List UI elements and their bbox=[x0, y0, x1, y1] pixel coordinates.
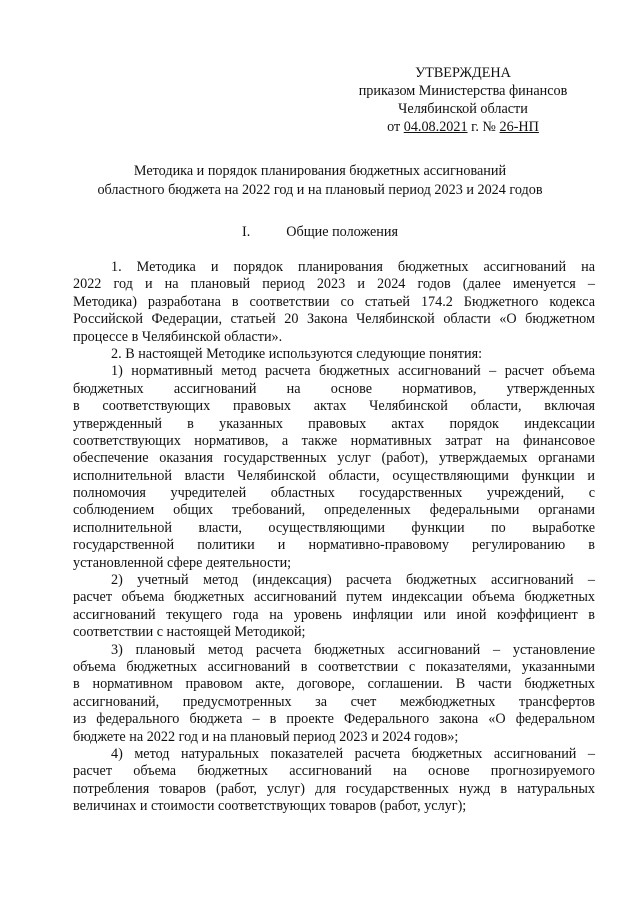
body-line: соответствующих нормативов, а также нормативных затрат на финансовое bbox=[73, 432, 595, 449]
body-line: из федерального бюджета – в проекте Федерального закона «О федеральном bbox=[73, 711, 595, 728]
body-line: ассигнований, предусмотренных за счет межбюджетных трансфертов bbox=[73, 693, 595, 710]
approval-prefix: от bbox=[387, 119, 404, 135]
body-line: процессе в Челябинской области». bbox=[73, 328, 283, 345]
title-line-2: областного бюджета на 2022 год и на плановый период 2023 и 2024 годов bbox=[97, 182, 543, 198]
body-line: 2. В настоящей Методике используются следующие понятия: bbox=[111, 345, 483, 362]
body-line: 1. Методика и порядок планирования бюджетных ассигнований на bbox=[111, 259, 595, 275]
section-number: I. bbox=[241, 224, 251, 240]
body-line: 3) плановый метод расчета бюджетных ассигнований – установление bbox=[111, 641, 595, 658]
body-line: 4) метод натуральных показателей расчета бюджетных ассигнований – bbox=[111, 745, 595, 762]
body-line: установленной сфере деятельности; bbox=[73, 554, 292, 571]
body-line: государственной политики и нормативно-правовому регулированию в bbox=[73, 537, 595, 554]
body-line: соблюдением общих требований, определенных федеральными органами bbox=[73, 502, 595, 519]
body-line: утвержденный в указанных правовых актах порядок индексации bbox=[73, 415, 595, 432]
body-line: ассигнований текущего года на уровень инфляции или иной коэффициент в bbox=[73, 606, 595, 623]
section-heading bbox=[60, 223, 580, 242]
body-line: Российской Федерации, статьей 20 Закона Челябинской области «О бюджетном bbox=[73, 311, 595, 328]
title-line-1: Методика и порядок планирования бюджетных ассигнований bbox=[133, 163, 507, 179]
body-line: объема бюджетных ассигнований в соответствии с показателями, указанными bbox=[73, 658, 595, 675]
body-line: бюджетных ассигнований на основе нормативов, утвержденных bbox=[73, 380, 595, 397]
body-line: потребления товаров (работ, услуг) для государственных нужд в натуральных bbox=[73, 780, 595, 797]
approval-date-number bbox=[338, 118, 588, 136]
body-line: 1) нормативный метод расчета бюджетных ассигнований – расчет объема bbox=[111, 363, 595, 380]
body-line: в соответствующих правовых актах Челябинской области, включая bbox=[73, 398, 595, 415]
body-line: обеспечение оказания государственных услуг (работ), утверждаемых органами bbox=[73, 450, 595, 467]
body-line: исполнительной власти Челябинской области, осуществляющими функции и bbox=[73, 467, 595, 484]
approval-number: 26-НП bbox=[499, 119, 539, 135]
body-line: расчет объема бюджетных ассигнований путем индексации объема бюджетных bbox=[73, 589, 595, 606]
body-line: в нормативном правовом акте, договоре, соглашении. В части бюджетных bbox=[73, 676, 595, 693]
body-line: Методика) разработана в соответствии со статьей 174.2 Бюджетного кодекса bbox=[73, 293, 595, 310]
approval-title: УТВЕРЖДЕНА bbox=[415, 65, 511, 81]
body-line: соответствии с настоящей Методикой; bbox=[73, 624, 306, 641]
body-line: 2022 год и на плановый период 2023 и 2024 годов (далее именуется – bbox=[73, 276, 595, 293]
approval-stamp bbox=[338, 64, 588, 136]
body-line: полномочия учредителей областных государственных учреждений, с bbox=[73, 485, 595, 502]
body-line: исполнительной власти, осуществляющими функции по выработке bbox=[73, 519, 595, 536]
approval-mid: г. № bbox=[467, 119, 500, 135]
approval-region: Челябинской области bbox=[398, 101, 528, 117]
approval-order: приказом Министерства финансов bbox=[358, 83, 568, 99]
document-title bbox=[60, 162, 580, 200]
body-line: бюджете на 2022 год и на плановый период 2023 и 2024 годов»; bbox=[73, 728, 459, 745]
body-line: величинах и стоимости соответствующих товаров (работ, услуг); bbox=[73, 798, 467, 815]
approval-date: 04.08.2021 bbox=[403, 119, 468, 135]
document-body bbox=[73, 259, 595, 816]
section-title: Общие положения bbox=[286, 224, 399, 240]
body-line: расчет объема бюджетных ассигнований на основе прогнозируемого bbox=[73, 763, 595, 780]
body-line: 2) учетный метод (индексация) расчета бюджетных ассигнований – bbox=[111, 572, 595, 589]
